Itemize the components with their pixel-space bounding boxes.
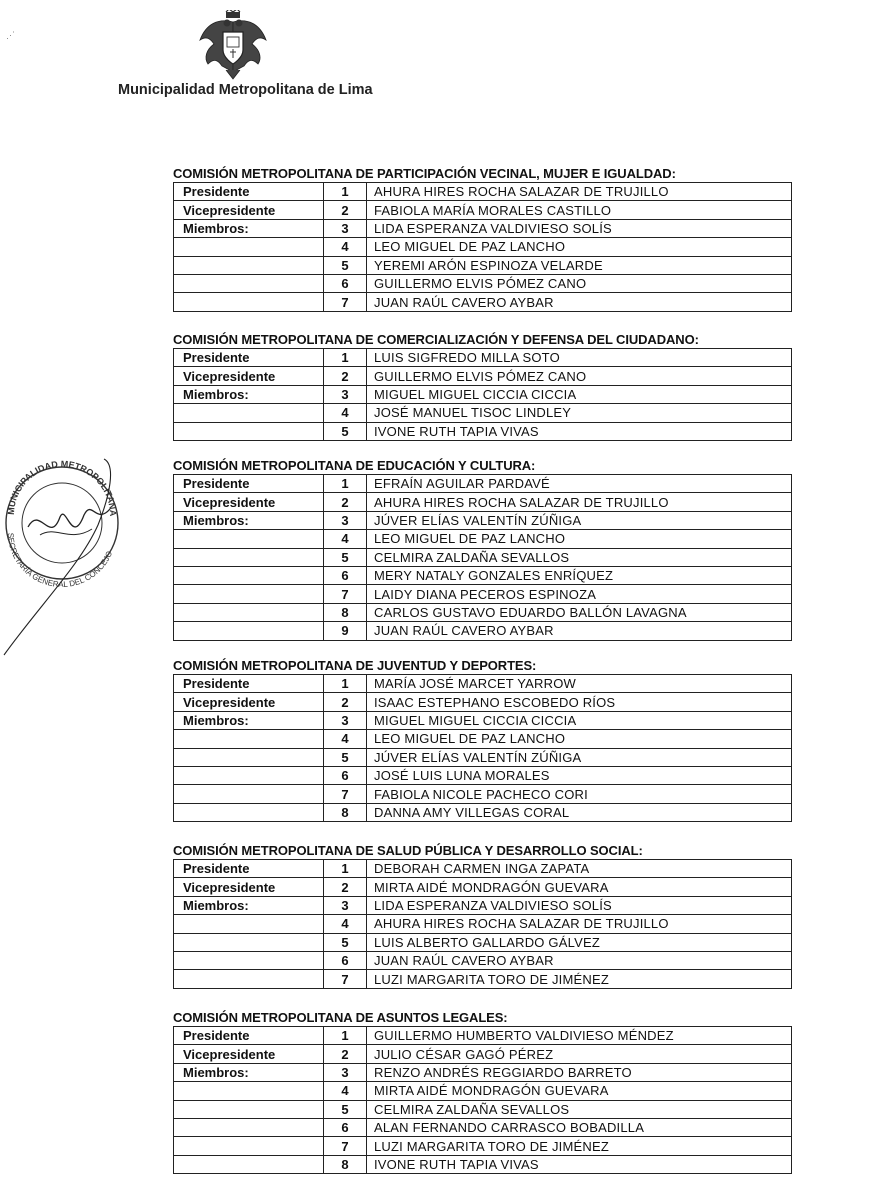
table-row [174, 385, 792, 403]
table-row [174, 896, 792, 914]
commission-block [173, 458, 793, 641]
number-cell: 7 [324, 585, 367, 603]
role-cell: Presidente [174, 183, 324, 201]
table-row [174, 1082, 792, 1100]
number-cell: 3 [324, 711, 367, 729]
table-row [174, 585, 792, 603]
table-row [174, 622, 792, 640]
role-cell [174, 915, 324, 933]
table-row [174, 1100, 792, 1118]
number-cell: 4 [324, 915, 367, 933]
role-cell: Vicepresidente [174, 493, 324, 511]
commission-block [173, 166, 793, 312]
number-cell: 1 [324, 183, 367, 201]
number-cell: 7 [324, 785, 367, 803]
table-row [174, 493, 792, 511]
coat-of-arms-icon [196, 10, 270, 80]
name-cell: LUIS ALBERTO GALLARDO GÁLVEZ [367, 933, 792, 951]
number-cell: 7 [324, 970, 367, 988]
table-row [174, 274, 792, 292]
number-cell: 6 [324, 1118, 367, 1136]
name-cell: IVONE RUTH TAPIA VIVAS [367, 422, 792, 440]
number-cell: 4 [324, 404, 367, 422]
role-cell: Presidente [174, 475, 324, 493]
name-cell: LAIDY DIANA PECEROS ESPINOZA [367, 585, 792, 603]
name-cell: MERY NATALY GONZALES ENRÍQUEZ [367, 566, 792, 584]
table-row [174, 1137, 792, 1155]
role-cell: Miembros: [174, 896, 324, 914]
name-cell: MIRTA AIDÉ MONDRAGÓN GUEVARA [367, 1082, 792, 1100]
role-cell [174, 548, 324, 566]
table-row [174, 404, 792, 422]
number-cell: 6 [324, 566, 367, 584]
table-row [174, 748, 792, 766]
name-cell: JÚVER ELÍAS VALENTÍN ZÚÑIGA [367, 748, 792, 766]
number-cell: 6 [324, 274, 367, 292]
commission-title: COMISIÓN METROPOLITANA DE EDUCACIÓN Y CULTURA: [173, 458, 536, 473]
table-row [174, 603, 792, 621]
table-row [174, 693, 792, 711]
secretaria-general-seal-icon [0, 455, 140, 665]
table-row [174, 475, 792, 493]
role-cell [174, 256, 324, 274]
role-cell [174, 238, 324, 256]
number-cell: 5 [324, 548, 367, 566]
role-cell: Miembros: [174, 511, 324, 529]
svg-text:SECRETARÍA GENERAL DEL CONCEJO: SECRETARÍA GENERAL DEL CONCEJO [5, 532, 115, 590]
table-row [174, 1118, 792, 1136]
table-row [174, 878, 792, 896]
number-cell: 4 [324, 1082, 367, 1100]
table-row [174, 183, 792, 201]
name-cell: MARÍA JOSÉ MARCET YARROW [367, 675, 792, 693]
name-cell: LUZI MARGARITA TORO DE JIMÉNEZ [367, 1137, 792, 1155]
name-cell: LEO MIGUEL DE PAZ LANCHO [367, 530, 792, 548]
name-cell: LUIS SIGFREDO MILLA SOTO [367, 349, 792, 367]
name-cell: JOSÉ MANUEL TISOC LINDLEY [367, 404, 792, 422]
number-cell: 1 [324, 349, 367, 367]
table-row [174, 933, 792, 951]
table-row [174, 530, 792, 548]
commission-title: COMISIÓN METROPOLITANA DE ASUNTOS LEGALES: [173, 1010, 508, 1025]
name-cell: IVONE RUTH TAPIA VIVAS [367, 1155, 792, 1173]
number-cell: 3 [324, 385, 367, 403]
number-cell: 5 [324, 933, 367, 951]
number-cell: 5 [324, 1100, 367, 1118]
role-cell: Miembros: [174, 1063, 324, 1081]
table-row [174, 293, 792, 311]
table-row [174, 951, 792, 969]
number-cell: 5 [324, 422, 367, 440]
commission-block [173, 1010, 793, 1174]
scan-mark: ⋰ [6, 30, 15, 40]
role-cell: Vicepresidente [174, 201, 324, 219]
name-cell: MIRTA AIDÉ MONDRAGÓN GUEVARA [367, 878, 792, 896]
role-cell [174, 422, 324, 440]
name-cell: JUAN RAÚL CAVERO AYBAR [367, 951, 792, 969]
name-cell: JULIO CÉSAR GAGÓ PÉREZ [367, 1045, 792, 1063]
name-cell: DANNA AMY VILLEGAS CORAL [367, 803, 792, 821]
table-row [174, 201, 792, 219]
number-cell: 1 [324, 860, 367, 878]
table-row [174, 566, 792, 584]
table-row [174, 256, 792, 274]
role-cell [174, 970, 324, 988]
table-row [174, 349, 792, 367]
commission-table [173, 859, 792, 989]
number-cell: 6 [324, 766, 367, 784]
name-cell: JUAN RAÚL CAVERO AYBAR [367, 622, 792, 640]
number-cell: 2 [324, 878, 367, 896]
name-cell: AHURA HIRES ROCHA SALAZAR DE TRUJILLO [367, 915, 792, 933]
number-cell: 8 [324, 803, 367, 821]
name-cell: GUILLERMO ELVIS PÓMEZ CANO [367, 274, 792, 292]
role-cell [174, 1082, 324, 1100]
role-cell [174, 404, 324, 422]
name-cell: LEO MIGUEL DE PAZ LANCHO [367, 730, 792, 748]
table-row [174, 915, 792, 933]
svg-text:MUNICIPALIDAD METROPOLITANA: MUNICIPALIDAD METROPOLITANA [5, 458, 119, 517]
name-cell: GUILLERMO ELVIS PÓMEZ CANO [367, 367, 792, 385]
table-row [174, 711, 792, 729]
role-cell [174, 603, 324, 621]
table-row [174, 1063, 792, 1081]
role-cell [174, 293, 324, 311]
table-row [174, 1045, 792, 1063]
commission-table [173, 674, 792, 822]
number-cell: 7 [324, 293, 367, 311]
role-cell [174, 766, 324, 784]
name-cell: YEREMI ARÓN ESPINOZA VELARDE [367, 256, 792, 274]
name-cell: CARLOS GUSTAVO EDUARDO BALLÓN LAVAGNA [367, 603, 792, 621]
commission-block [173, 332, 793, 441]
number-cell: 5 [324, 748, 367, 766]
role-cell [174, 803, 324, 821]
number-cell: 4 [324, 238, 367, 256]
table-row [174, 548, 792, 566]
number-cell: 5 [324, 256, 367, 274]
role-cell: Presidente [174, 675, 324, 693]
name-cell: CELMIRA ZALDAÑA SEVALLOS [367, 548, 792, 566]
commission-block [173, 843, 793, 989]
table-row [174, 1027, 792, 1045]
role-cell [174, 933, 324, 951]
table-row [174, 238, 792, 256]
number-cell: 3 [324, 896, 367, 914]
name-cell: FABIOLA MARÍA MORALES CASTILLO [367, 201, 792, 219]
role-cell: Vicepresidente [174, 693, 324, 711]
role-cell: Presidente [174, 349, 324, 367]
table-row [174, 511, 792, 529]
role-cell [174, 1137, 324, 1155]
number-cell: 2 [324, 1045, 367, 1063]
role-cell: Miembros: [174, 219, 324, 237]
table-row [174, 1155, 792, 1173]
table-row [174, 367, 792, 385]
number-cell: 7 [324, 1137, 367, 1155]
number-cell: 4 [324, 530, 367, 548]
name-cell: DEBORAH CARMEN INGA ZAPATA [367, 860, 792, 878]
number-cell: 3 [324, 1063, 367, 1081]
role-cell: Vicepresidente [174, 367, 324, 385]
table-row [174, 422, 792, 440]
role-cell: Presidente [174, 1027, 324, 1045]
name-cell: JÚVER ELÍAS VALENTÍN ZÚÑIGA [367, 511, 792, 529]
table-row [174, 730, 792, 748]
table-row [174, 860, 792, 878]
role-cell [174, 1100, 324, 1118]
name-cell: MIGUEL MIGUEL CICCIA CICCIA [367, 711, 792, 729]
table-row [174, 675, 792, 693]
role-cell [174, 1155, 324, 1173]
commission-table [173, 182, 792, 312]
role-cell [174, 530, 324, 548]
role-cell: Vicepresidente [174, 1045, 324, 1063]
name-cell: AHURA HIRES ROCHA SALAZAR DE TRUJILLO [367, 183, 792, 201]
name-cell: AHURA HIRES ROCHA SALAZAR DE TRUJILLO [367, 493, 792, 511]
number-cell: 3 [324, 219, 367, 237]
role-cell [174, 730, 324, 748]
table-row [174, 785, 792, 803]
role-cell [174, 274, 324, 292]
commission-table [173, 348, 792, 441]
number-cell: 8 [324, 1155, 367, 1173]
role-cell [174, 785, 324, 803]
number-cell: 2 [324, 693, 367, 711]
commission-block [173, 658, 793, 822]
name-cell: LIDA ESPERANZA VALDIVIESO SOLÍS [367, 896, 792, 914]
role-cell: Presidente [174, 860, 324, 878]
number-cell: 2 [324, 367, 367, 385]
table-row [174, 766, 792, 784]
name-cell: LUZI MARGARITA TORO DE JIMÉNEZ [367, 970, 792, 988]
number-cell: 2 [324, 201, 367, 219]
number-cell: 3 [324, 511, 367, 529]
role-cell: Miembros: [174, 711, 324, 729]
table-row [174, 803, 792, 821]
commission-title: COMISIÓN METROPOLITANA DE PARTICIPACIÓN VECINAL, MUJER E IGUALDAD: [173, 166, 676, 181]
role-cell [174, 748, 324, 766]
name-cell: LEO MIGUEL DE PAZ LANCHO [367, 238, 792, 256]
role-cell [174, 1118, 324, 1136]
name-cell: JOSÉ LUIS LUNA MORALES [367, 766, 792, 784]
name-cell: EFRAÍN AGUILAR PARDAVÉ [367, 475, 792, 493]
commission-title: COMISIÓN METROPOLITANA DE SALUD PÚBLICA Y DESARROLLO SOCIAL: [173, 843, 643, 858]
name-cell: MIGUEL MIGUEL CICCIA CICCIA [367, 385, 792, 403]
commission-table [173, 474, 792, 641]
number-cell: 1 [324, 475, 367, 493]
role-cell: Miembros: [174, 385, 324, 403]
number-cell: 8 [324, 603, 367, 621]
name-cell: FABIOLA NICOLE PACHECO CORI [367, 785, 792, 803]
number-cell: 1 [324, 1027, 367, 1045]
role-cell [174, 585, 324, 603]
role-cell [174, 622, 324, 640]
role-cell: Vicepresidente [174, 878, 324, 896]
role-cell [174, 566, 324, 584]
number-cell: 1 [324, 675, 367, 693]
name-cell: CELMIRA ZALDAÑA SEVALLOS [367, 1100, 792, 1118]
table-row [174, 219, 792, 237]
number-cell: 2 [324, 493, 367, 511]
commission-title: COMISIÓN METROPOLITANA DE JUVENTUD Y DEPORTES: [173, 658, 537, 673]
name-cell: LIDA ESPERANZA VALDIVIESO SOLÍS [367, 219, 792, 237]
number-cell: 4 [324, 730, 367, 748]
table-row [174, 970, 792, 988]
name-cell: JUAN RAÚL CAVERO AYBAR [367, 293, 792, 311]
name-cell: ISAAC ESTEPHANO ESCOBEDO RÍOS [367, 693, 792, 711]
role-cell [174, 951, 324, 969]
name-cell: ALAN FERNANDO CARRASCO BOBADILLA [367, 1118, 792, 1136]
commission-table [173, 1026, 792, 1174]
number-cell: 6 [324, 951, 367, 969]
name-cell: RENZO ANDRÉS REGGIARDO BARRETO [367, 1063, 792, 1081]
name-cell: GUILLERMO HUMBERTO VALDIVIESO MÉNDEZ [367, 1027, 792, 1045]
commission-title: COMISIÓN METROPOLITANA DE COMERCIALIZACIÓN Y DEFENSA DEL CIUDADANO: [173, 332, 699, 347]
number-cell: 9 [324, 622, 367, 640]
organization-name: Municipalidad Metropolitana de Lima [118, 82, 373, 98]
